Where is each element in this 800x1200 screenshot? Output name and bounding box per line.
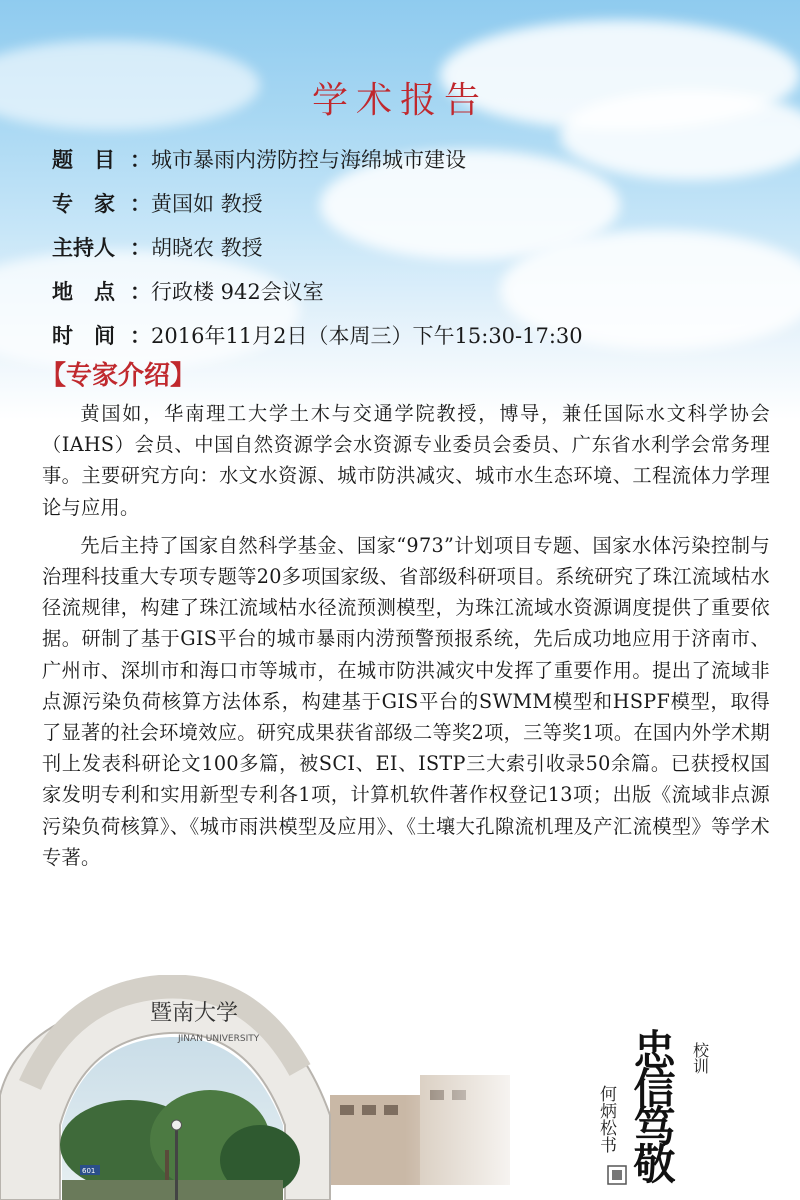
- info-colon: ：: [130, 323, 151, 348]
- info-row-time: [52, 314, 752, 358]
- info-value: 黄国如 教授: [151, 192, 263, 216]
- info-row-expert: [52, 182, 752, 226]
- info-value: 2016年11月2日（本周三）下午15:30-17:30: [151, 324, 583, 348]
- info-value: 城市暴雨内涝防控与海绵城市建设: [151, 148, 466, 172]
- info-colon: ：: [130, 147, 151, 172]
- info-label: 主持人: [52, 235, 115, 260]
- calligraphy-motto: [590, 1010, 740, 1190]
- campus-gate-illustration: [0, 975, 540, 1200]
- info-row-host: [52, 226, 752, 270]
- info-value: 行政楼 942会议室: [151, 280, 324, 304]
- event-info: [52, 138, 752, 358]
- info-row-location: [52, 270, 752, 314]
- campus-gate-photo: [0, 975, 540, 1200]
- bio-paragraph: 先后主持了国家自然科学基金、国家“973”计划项目专题、国家水体污染控制与治理科技重大专项专题等20多项国家级、省部级科研项目。系统研究了珠江流域枯水径流规律，构建了珠江流域枯水径流预测模型，为珠江流域水资源调度提供了重要依据。研制了基于GIS平台的城市暴雨内涝预警预报系统，先后成功地应用于济南市、广州市、深圳市和海口市等城市，在城市防洪减灾中发挥了重要作用。提出了流域非点源污染负荷核算方法体系，构建基于GIS平台的SWMM模型和HSPF模型，取得了显著的社会环境效应。研究成果获省部级二等奖2项，三等奖1项。在国内外学术期刊上发表科研论文100多篇，被SCI、EI、ISTP三大索引收录50余篇。已获授权国家发明专利和实用新型专利各1项，计算机软件著作权登记13项；出版《流域非点源污染负荷核算》、《城市雨洪模型及应用》、《土壤大孔隙流机理及产汇流模型》等学术专著。: [42, 533, 770, 869]
- info-label: 时 间: [52, 323, 115, 348]
- info-label: 专 家: [52, 191, 115, 216]
- motto-text: 忠信笃敬: [627, 1028, 677, 1180]
- info-colon: ：: [130, 235, 151, 260]
- expert-bio: [42, 398, 770, 880]
- info-value: 胡晓农 教授: [151, 236, 263, 260]
- motto-heading: 校训: [690, 1042, 710, 1074]
- seal-stamp-mark: [612, 1170, 622, 1180]
- calligraphy-illustration: [590, 1010, 740, 1190]
- info-colon: ：: [130, 191, 151, 216]
- page-title: 学术报告: [311, 80, 488, 121]
- info-colon: ：: [130, 279, 151, 304]
- info-label: 题 目: [52, 147, 115, 172]
- motto-signature: 何炳松书: [596, 1085, 616, 1153]
- info-row-topic: [52, 138, 752, 182]
- bio-paragraph: 黄国如，华南理工大学土木与交通学院教授，博导，兼任国际水文科学协会（IAHS）会员、中国自然资源学会水资源专业委员会委员、广东省水利学会常务理事。主要研究方向：水文水资源、城市防洪减灾、城市水生态环境、工程流体力学理论与应用。: [42, 402, 770, 519]
- info-label: 地 点: [52, 279, 115, 304]
- expert-intro-heading: 【专家介绍】: [40, 361, 197, 391]
